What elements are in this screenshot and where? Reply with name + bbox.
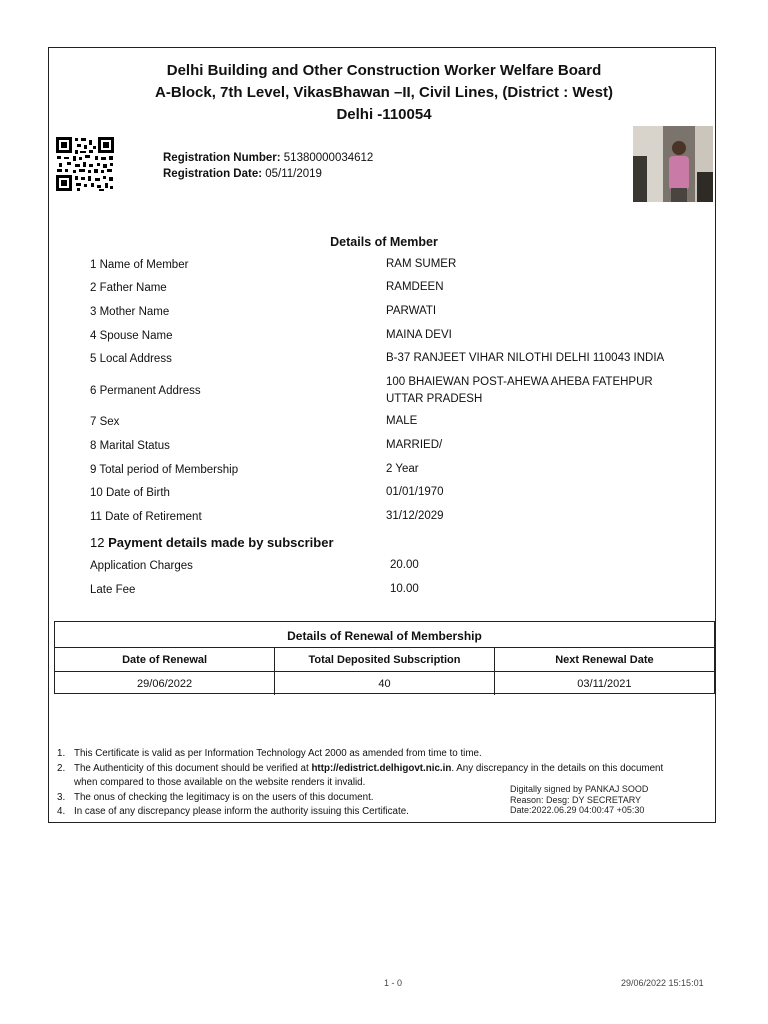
payment-row-value: 20.00 — [390, 559, 419, 571]
row-value: MALE — [386, 415, 418, 427]
verification-link[interactable]: http://edistrict.delhigovt.nic.in — [311, 763, 452, 774]
payment-row-value: 10.00 — [390, 583, 419, 595]
payment-title-text: Payment details made by subscriber — [108, 535, 334, 550]
print-timestamp: 29/06/2022 15:15:01 — [621, 978, 704, 988]
row-value: 2 Year — [386, 463, 419, 475]
note-number: 3. — [57, 792, 66, 803]
payment-details-title — [90, 535, 334, 550]
renewal-title: Details of Renewal of Membership — [55, 622, 714, 648]
row-value: MARRIED/ — [386, 439, 443, 451]
renewal-header-subscription: Total Deposited Subscription — [275, 648, 495, 672]
row-label: 7 Sex — [90, 416, 120, 428]
note-number: 2. — [57, 763, 66, 774]
signature-line: Date:2022.06.29 04:00:47 +05:30 — [510, 805, 645, 815]
signature-line: Digitally signed by PANKAJ SOOD — [510, 784, 649, 794]
header-city: Delhi -110054 — [336, 106, 432, 123]
certificate-border — [48, 47, 716, 823]
payment-number: 12 — [90, 535, 105, 550]
page-number: 1 - 0 — [384, 978, 403, 988]
member-photo — [633, 126, 713, 202]
payment-row-label: Application Charges — [90, 560, 193, 572]
note-number: 4. — [57, 806, 66, 817]
row-label: 10 Date of Birth — [90, 487, 170, 499]
row-label: 2 Father Name — [90, 282, 167, 294]
signature-line: Reason: Desg: DY SECRETARY — [510, 795, 642, 805]
member-details-title: Details of Member — [330, 235, 438, 249]
renewal-next-date-cell: 03/11/2021 — [494, 672, 714, 696]
registration-number-label: Registration Number: — [163, 152, 281, 164]
registration-date-label: Registration Date: — [163, 168, 263, 180]
qr-code-icon — [55, 136, 115, 192]
note-text-part: The Authenticity of this document should be verified at — [74, 763, 312, 774]
note-text: The onus of checking the legitimacy is on the users of this document. — [74, 792, 374, 803]
registration-date-value: 05/11/2019 — [265, 168, 322, 180]
registration-date — [163, 168, 322, 180]
renewal-subscription-cell: 40 — [275, 672, 495, 696]
row-value: 01/01/1970 — [386, 486, 444, 498]
row-label: 11 Date of Retirement — [90, 511, 202, 523]
payment-row-label: Late Fee — [90, 584, 136, 596]
renewal-date-cell: 29/06/2022 — [55, 672, 275, 696]
note-text: This Certificate is valid as per Information Technology Act 2000 as amended from time to time. — [74, 748, 482, 759]
note-text — [74, 763, 663, 774]
row-value: UTTAR PRADESH — [386, 393, 483, 405]
header-board-name: Delhi Building and Other Construction Worker Welfare Board — [166, 62, 602, 79]
row-label: 4 Spouse Name — [90, 330, 173, 342]
row-value: MAINA DEVI — [386, 329, 452, 341]
row-label: 6 Permanent Address — [90, 385, 201, 397]
renewal-header-next-date: Next Renewal Date — [494, 648, 714, 672]
renewal-table — [54, 621, 715, 694]
row-label: 1 Name of Member — [90, 259, 189, 271]
registration-number — [163, 152, 373, 164]
row-label: 9 Total period of Membership — [90, 464, 239, 476]
row-value: 100 BHAIEWAN POST-AHEWA AHEBA FATEHPUR — [386, 376, 653, 388]
row-label: 5 Local Address — [90, 353, 172, 365]
row-label: 8 Marital Status — [90, 440, 170, 452]
note-text-part: . Any discrepancy in the details on this document — [451, 763, 664, 774]
row-value: RAMDEEN — [386, 281, 444, 293]
row-value: PARWATI — [386, 305, 437, 317]
row-value: RAM SUMER — [386, 258, 457, 270]
note-number: 1. — [57, 748, 66, 759]
row-label: 3 Mother Name — [90, 306, 170, 318]
header-address: A-Block, 7th Level, VikasBhawan –II, Civil Lines, (District : West) — [155, 84, 613, 101]
registration-number-value: 51380000034612 — [283, 152, 374, 164]
note-text: In case of any discrepancy please inform the authority issuing this Certificate. — [74, 806, 409, 817]
row-value: B-37 RANJEET VIHAR NILOTHI DELHI 110043 INDIA — [386, 352, 665, 364]
row-value: 31/12/2029 — [386, 510, 444, 522]
note-text: when compared to those available on the website renders it invalid. — [74, 777, 366, 788]
renewal-header-date: Date of Renewal — [55, 648, 275, 672]
